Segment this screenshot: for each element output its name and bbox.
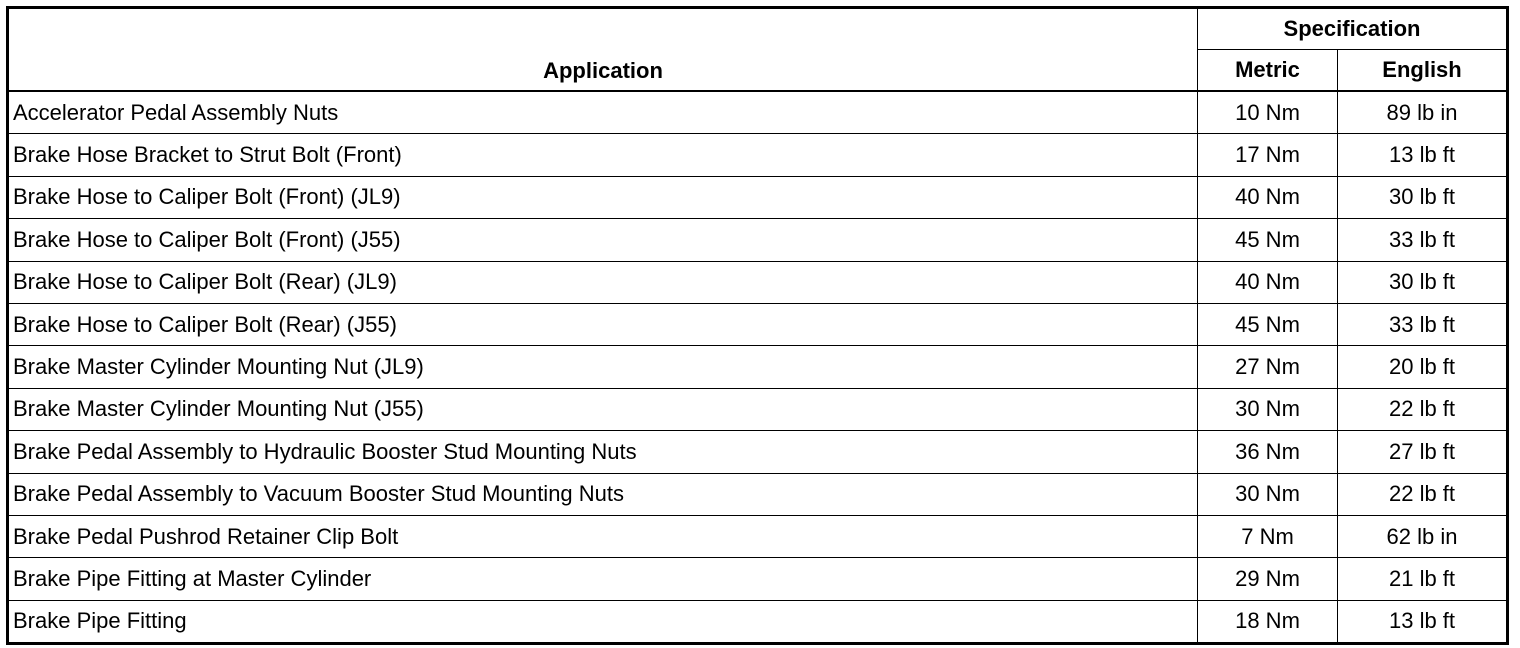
application-cell: Brake Pipe Fitting at Master Cylinder (8, 558, 1198, 600)
application-cell: Brake Master Cylinder Mounting Nut (J55) (8, 388, 1198, 430)
application-column-header: Application (8, 8, 1198, 92)
table-body (8, 91, 1508, 644)
table-row (8, 91, 1508, 134)
application-cell: Brake Pedal Assembly to Vacuum Booster Stud Mounting Nuts (8, 473, 1198, 515)
metric-column-header: Metric (1198, 50, 1338, 92)
application-cell: Brake Hose Bracket to Strut Bolt (Front) (8, 134, 1198, 176)
english-cell: 33 lb ft (1338, 303, 1508, 345)
application-cell: Brake Pedal Assembly to Hydraulic Booster Stud Mounting Nuts (8, 431, 1198, 473)
table-row (8, 431, 1508, 473)
table-row (8, 303, 1508, 345)
torque-spec-table (6, 6, 1509, 645)
english-cell: 30 lb ft (1338, 176, 1508, 218)
english-cell: 13 lb ft (1338, 600, 1508, 643)
english-cell: 89 lb in (1338, 91, 1508, 134)
metric-cell: 36 Nm (1198, 431, 1338, 473)
english-cell: 13 lb ft (1338, 134, 1508, 176)
table-row (8, 515, 1508, 557)
metric-cell: 27 Nm (1198, 346, 1338, 388)
table-row (8, 346, 1508, 388)
table-row (8, 558, 1508, 600)
metric-cell: 40 Nm (1198, 176, 1338, 218)
english-cell: 22 lb ft (1338, 473, 1508, 515)
metric-cell: 10 Nm (1198, 91, 1338, 134)
table-row (8, 219, 1508, 261)
application-cell: Brake Pipe Fitting (8, 600, 1198, 643)
metric-cell: 18 Nm (1198, 600, 1338, 643)
application-cell: Brake Hose to Caliper Bolt (Front) (J55) (8, 219, 1198, 261)
metric-cell: 45 Nm (1198, 219, 1338, 261)
english-cell: 27 lb ft (1338, 431, 1508, 473)
application-cell: Accelerator Pedal Assembly Nuts (8, 91, 1198, 134)
header-row-top (8, 8, 1508, 50)
table-row (8, 261, 1508, 303)
table-row (8, 388, 1508, 430)
metric-cell: 40 Nm (1198, 261, 1338, 303)
metric-cell: 7 Nm (1198, 515, 1338, 557)
application-cell: Brake Pedal Pushrod Retainer Clip Bolt (8, 515, 1198, 557)
english-cell: 30 lb ft (1338, 261, 1508, 303)
metric-cell: 29 Nm (1198, 558, 1338, 600)
english-cell: 22 lb ft (1338, 388, 1508, 430)
english-cell: 33 lb ft (1338, 219, 1508, 261)
english-cell: 21 lb ft (1338, 558, 1508, 600)
english-cell: 20 lb ft (1338, 346, 1508, 388)
application-cell: Brake Master Cylinder Mounting Nut (JL9) (8, 346, 1198, 388)
application-cell: Brake Hose to Caliper Bolt (Rear) (J55) (8, 303, 1198, 345)
metric-cell: 45 Nm (1198, 303, 1338, 345)
table-row (8, 473, 1508, 515)
metric-cell: 30 Nm (1198, 388, 1338, 430)
metric-cell: 30 Nm (1198, 473, 1338, 515)
english-cell: 62 lb in (1338, 515, 1508, 557)
english-column-header: English (1338, 50, 1508, 92)
specification-column-header: Specification (1198, 8, 1508, 50)
application-cell: Brake Hose to Caliper Bolt (Front) (JL9) (8, 176, 1198, 218)
table-header (8, 8, 1508, 92)
table-row (8, 134, 1508, 176)
table-row (8, 176, 1508, 218)
application-cell: Brake Hose to Caliper Bolt (Rear) (JL9) (8, 261, 1198, 303)
table-row (8, 600, 1508, 643)
metric-cell: 17 Nm (1198, 134, 1338, 176)
